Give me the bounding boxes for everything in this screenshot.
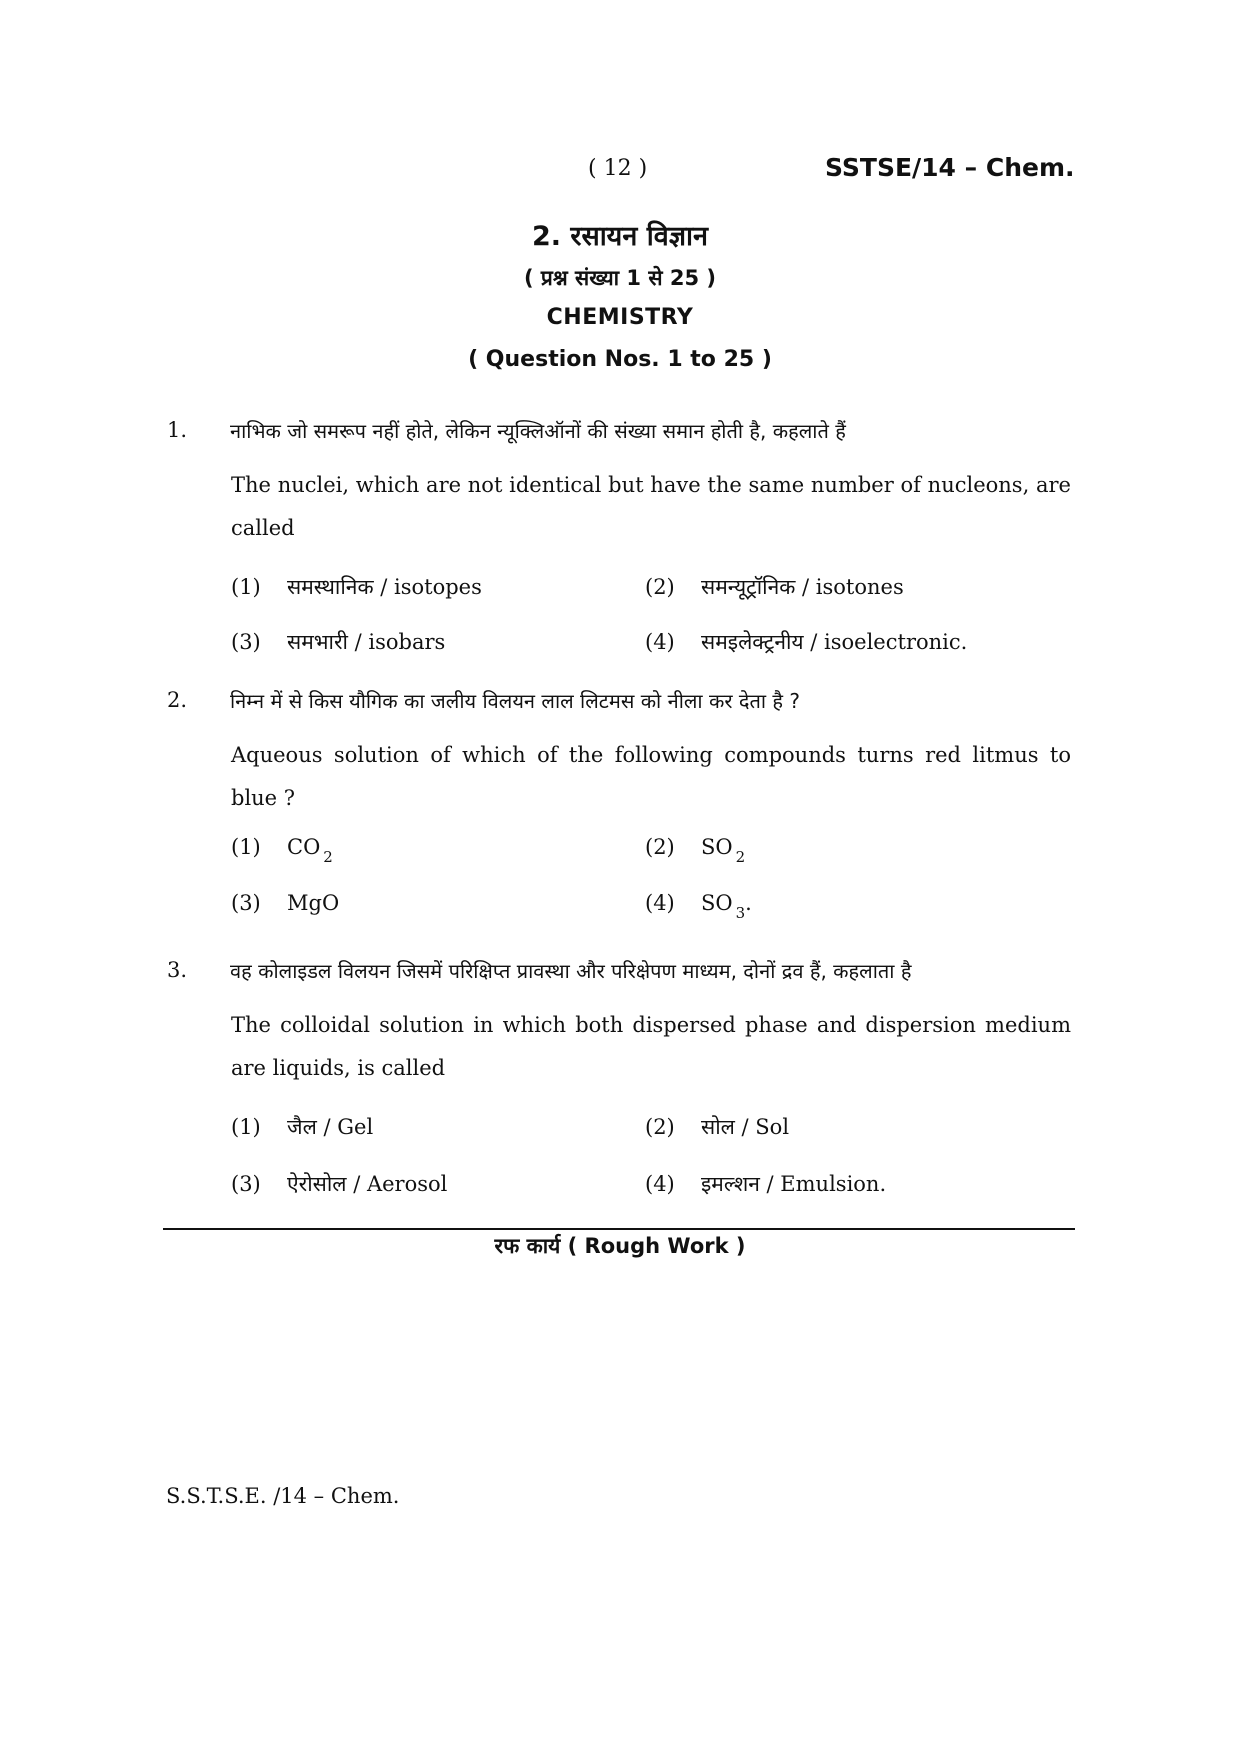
option: [231, 1170, 447, 1198]
paper-code: SSTSE/14 – Chem.: [825, 153, 1075, 182]
option-text: इमल्शन / Emulsion.: [701, 1172, 887, 1196]
option: [231, 891, 339, 915]
option: [231, 1113, 373, 1141]
question-number: 3.: [167, 958, 188, 982]
option-text: SO: [701, 891, 733, 915]
option-text: समइलेक्ट्रनीय / isoelectronic.: [701, 630, 968, 654]
option-number: (4): [645, 1172, 675, 1196]
option: [645, 1113, 789, 1141]
question-text-english: The nuclei, which are not identical but have the same number of nucleons, are called: [231, 473, 1071, 540]
page-number: ( 12 ): [588, 156, 648, 181]
option-text: ऐरोसोल / Aerosol: [287, 1172, 448, 1196]
option-text: समस्थानिक / isotopes: [287, 575, 482, 599]
option-subscript: 2: [323, 848, 333, 866]
section-title-hindi: 2. रसायन विज्ञान: [531, 221, 709, 252]
option-suffix: .: [745, 891, 752, 915]
divider-rule: [163, 1228, 1075, 1230]
question-text-english: The colloidal solution in which both dispersed phase and dispersion medium are liquids, is called: [231, 1013, 1071, 1080]
option: [645, 835, 746, 866]
option-number: (1): [231, 835, 261, 859]
option-subscript: 3: [735, 904, 746, 922]
option-text: SO: [701, 835, 733, 859]
option: [645, 1170, 886, 1198]
section-title-english: CHEMISTRY: [546, 305, 694, 330]
section-range-hindi: ( प्रश्न संख्या 1 से 25 ): [524, 266, 716, 290]
option-number: (3): [231, 1172, 261, 1196]
question-text-hindi: निम्न में से किस यौगिक का जलीय विलयन लाल लिटमस को नीला कर देता है ?: [230, 689, 801, 713]
option: [231, 628, 445, 656]
option-number: (1): [231, 575, 261, 599]
option: [645, 573, 904, 601]
option: [645, 891, 752, 922]
option-number: (3): [231, 630, 261, 654]
question-text-english: Aqueous solution of which of the following compounds turns red litmus to blue ?: [231, 743, 1071, 810]
question-number: 1.: [167, 418, 188, 442]
option-text: जैल / Gel: [287, 1115, 374, 1139]
section-range-english: ( Question Nos. 1 to 25 ): [468, 347, 772, 372]
option-number: (4): [645, 891, 675, 915]
option: [645, 628, 967, 656]
option: [231, 835, 333, 866]
rough-work-label: रफ कार्य ( Rough Work ): [494, 1234, 746, 1258]
option-subscript: 2: [735, 848, 746, 866]
question-number: 2.: [167, 688, 188, 712]
option-text: समभारी / isobars: [287, 630, 446, 654]
option-text: MgO: [287, 891, 340, 915]
footer-code: S.S.T.S.E. /14 – Chem.: [166, 1484, 400, 1508]
question-text-hindi: नाभिक जो समरूप नहीं होते, लेकिन न्यूक्लिऑनों की संख्या समान होती है, कहलाते हैं: [230, 419, 846, 443]
option-number: (2): [645, 835, 675, 859]
option-number: (3): [231, 891, 261, 915]
option-number: (4): [645, 630, 675, 654]
option-number: (2): [645, 575, 675, 599]
question-text-hindi: वह कोलाइडल विलयन जिसमें परिक्षिप्त प्रावस्था और परिक्षेपण माध्यम, दोनों द्रव हैं, कहलाता है: [230, 959, 912, 983]
option-text: CO: [287, 835, 321, 859]
option-text: समन्यूट्रॉनिक / isotones: [701, 575, 904, 599]
option-number: (2): [645, 1115, 675, 1139]
option: [231, 573, 482, 601]
option-number: (1): [231, 1115, 261, 1139]
option-text: सोल / Sol: [701, 1115, 790, 1139]
